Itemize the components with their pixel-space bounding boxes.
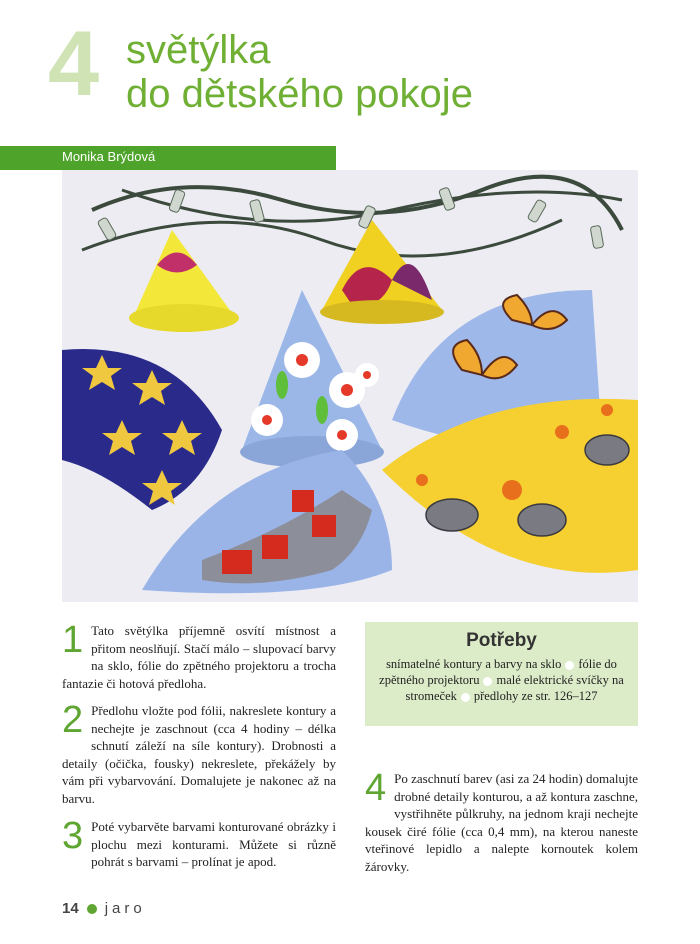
step-number: 2 (62, 699, 84, 741)
author-name: Monika Brýdová (62, 149, 156, 164)
supplies-box (365, 622, 638, 726)
title-line-2: do dětského pokoje (126, 72, 473, 116)
step-4 (365, 767, 638, 875)
author-bar (0, 146, 336, 170)
supply-item: předlohy ze str. 126–127 (473, 689, 598, 703)
bullet-dot-icon (565, 661, 574, 670)
step-1 (62, 619, 336, 692)
page-footer (62, 900, 146, 917)
supplies-title: Potřeby (466, 630, 537, 651)
step-text: Tato světýlka příjemně osvítí místnost a přitom neoslňují. Stačí málo – slupovací barvy na sklo, fólie do zpětného projektoru a trocha fantazie či hotová předloha. (62, 623, 336, 691)
page-title (126, 28, 473, 116)
page-number: 14 (62, 900, 79, 917)
title-line-1: světýlka (126, 28, 271, 72)
step-number: 3 (62, 815, 84, 857)
step-number: 1 (62, 619, 84, 661)
step-text: Po zaschnutí barev (asi za 24 hodin) domalujte drobné detaily konturou, a až kontura zaschne, vystřihněte půlkruhy, na jednom kraji nechejte kousek čiré fólie (cca 0,4 mm), na kterou naneste vteřinové lepidlo a nalepte kornoutek kolem žárovky. (365, 771, 638, 874)
step-2 (62, 699, 336, 807)
step-text: Poté vybarvěte barvami konturované obrázky i plochu mezi konturami. Můžete si různě pohrát s barvami – prolínat je apod. (91, 819, 336, 869)
supply-item: snímatelné kontury a barvy na sklo (386, 657, 562, 671)
night-lights-photo (62, 170, 638, 602)
bullet-dot-icon (461, 693, 470, 702)
supply-item: fólie do zpětného projektoru (379, 657, 617, 687)
chapter-number: 4 (48, 13, 100, 115)
step-text: Předlohu vložte pod fólii, nakreslete kontury a nechejte je zaschnout (cca 4 hodiny – délka schnutí záleží na síle kontury). Drobnosti a detaily (očička, fousky) nekreslete, překážely by vám při vybarvování. Domalujete je nakonec až na barvu. (62, 703, 336, 806)
step-3 (62, 815, 336, 871)
section-name: jaro (104, 900, 146, 917)
step-number: 4 (365, 767, 387, 809)
bullet-dot-icon (483, 677, 492, 686)
footer-dot-icon (87, 904, 97, 914)
supplies-list (377, 656, 626, 704)
supply-item: malé elektrické svíčky na stromeček (405, 673, 624, 703)
